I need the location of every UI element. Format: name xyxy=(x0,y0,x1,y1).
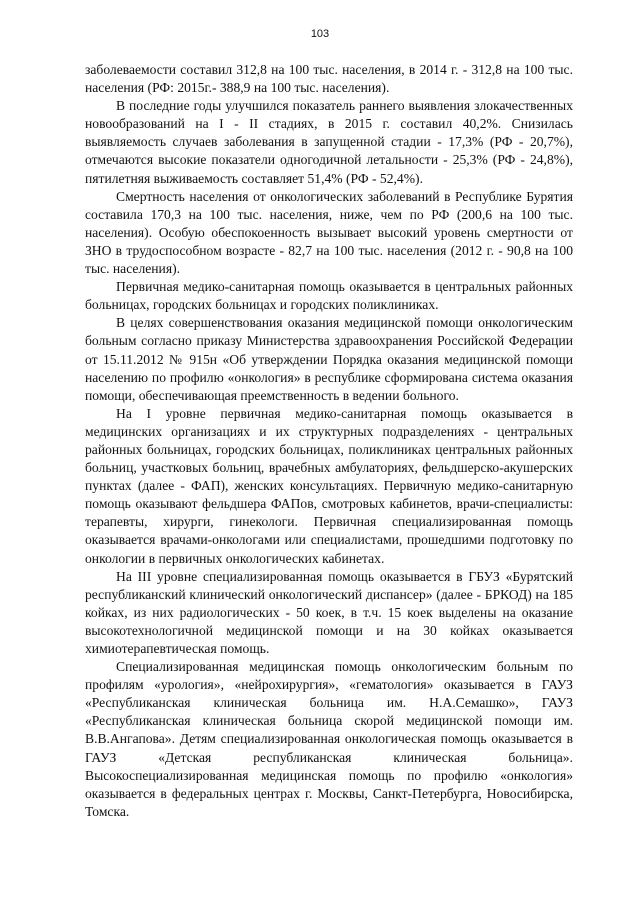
paragraph-early-detection: В последние годы улучшился показатель раннего выявления злокачественных новообразований на I - II стадиях, в 2015 г. составил 40,2%. Снизилась выявляемость случаев заболевания в запущенной стадии - 17,3% (РФ - 20,7%), отмечаются высокие показатели одногодичной летальности - 25,3% (РФ - 24,8%), пятилетняя выживаемость составляет 51,4% (РФ - 52,4%). xyxy=(85,98,573,186)
page-number: 103 xyxy=(310,28,330,40)
paragraph-mortality: Смертность населения от онкологических заболеваний в Республике Бурятия составила 170,3 на 100 тыс. населения, ниже, чем по РФ (200,6 на 100 тыс. населения). Особую обеспокоенность вызывает высокий уровень смертности от ЗНО в трудоспособном возрасте - 82,7 на 100 тыс. населения (2012 г. - 90,8 на 100 тыс. населения). xyxy=(85,188,573,277)
document-body xyxy=(85,61,573,821)
paragraph-primary-care: Первичная медико-санитарная помощь оказывается в центральных районных больницах, городских больницах и городских поликлиниках. xyxy=(85,279,573,313)
paragraph-specialized-care: Специализированная медицинская помощь онкологическим больным по профилям «урология», «нейрохирургия», «гематология» оказывается в ГАУЗ «Республиканская клиническая больница им. Н.А.Семашко», ГАУЗ «Республиканская клиническая больница скорой медицинской помощи им. В.В.Ангапова». Детям специализированная онкологическая помощь оказывается в ГАУЗ «Детская республиканская клиническая больница». Высокоспециализированная медицинская помощь по профилю «онкология» оказывается в федеральных центрах г. Москвы, Санкт-Петербурга, Новосибирска, Томска. xyxy=(85,659,573,819)
paragraph-order-915n: В целях совершенствования оказания медицинской помощи онкологическим больным согласно приказу Министерства здравоохранения Российской Федерации от 15.11.2012 № 915н «Об утверждении Порядка оказания медицинской помощи населению по профилю «онкология» в республике сформирована система оказания помощи, обеспечивающая преемственность в ведении больного. xyxy=(85,315,573,403)
paragraph-level-one: На I уровне первичная медико-санитарная помощь оказывается в медицинских организациях и их структурных подразделениях - центральных районных больницах, городских больницах, поликлиниках центральных районных больниц, участковых больниц, врачебных амбулаториях, фельдшерско-акушерских пунктах (далее - ФАП), женских консультациях. Первичную медико-санитарную помощь оказывают фельдшера ФАПов, смотровых кабинетов, врачи-специалисты: терапевты, хирурги, гинекологи. Первичная специализированная помощь оказывается врачами-онкологами или специалистами, прошедшими подготовку по онкологии в первичных онкологических кабинетах. xyxy=(85,405,573,566)
paragraph-level-three: На III уровне специализированная помощь оказывается в ГБУЗ «Бурятский республиканский клинический онкологический диспансер» (далее - БРКОД) на 185 койках, из них радиологических - 50 коек, в т.ч. 15 коек выделены на оказание высокотехнологичной медицинской помощи и на 30 койках оказывается химиотерапевтическая помощь. xyxy=(85,568,573,656)
paragraph-continuation: заболеваемости составил 312,8 на 100 тыс. населения, в 2014 г. - 312,8 на 100 тыс. населения (РФ: 2015г.- 388,9 на 100 тыс. населения). xyxy=(85,62,573,96)
